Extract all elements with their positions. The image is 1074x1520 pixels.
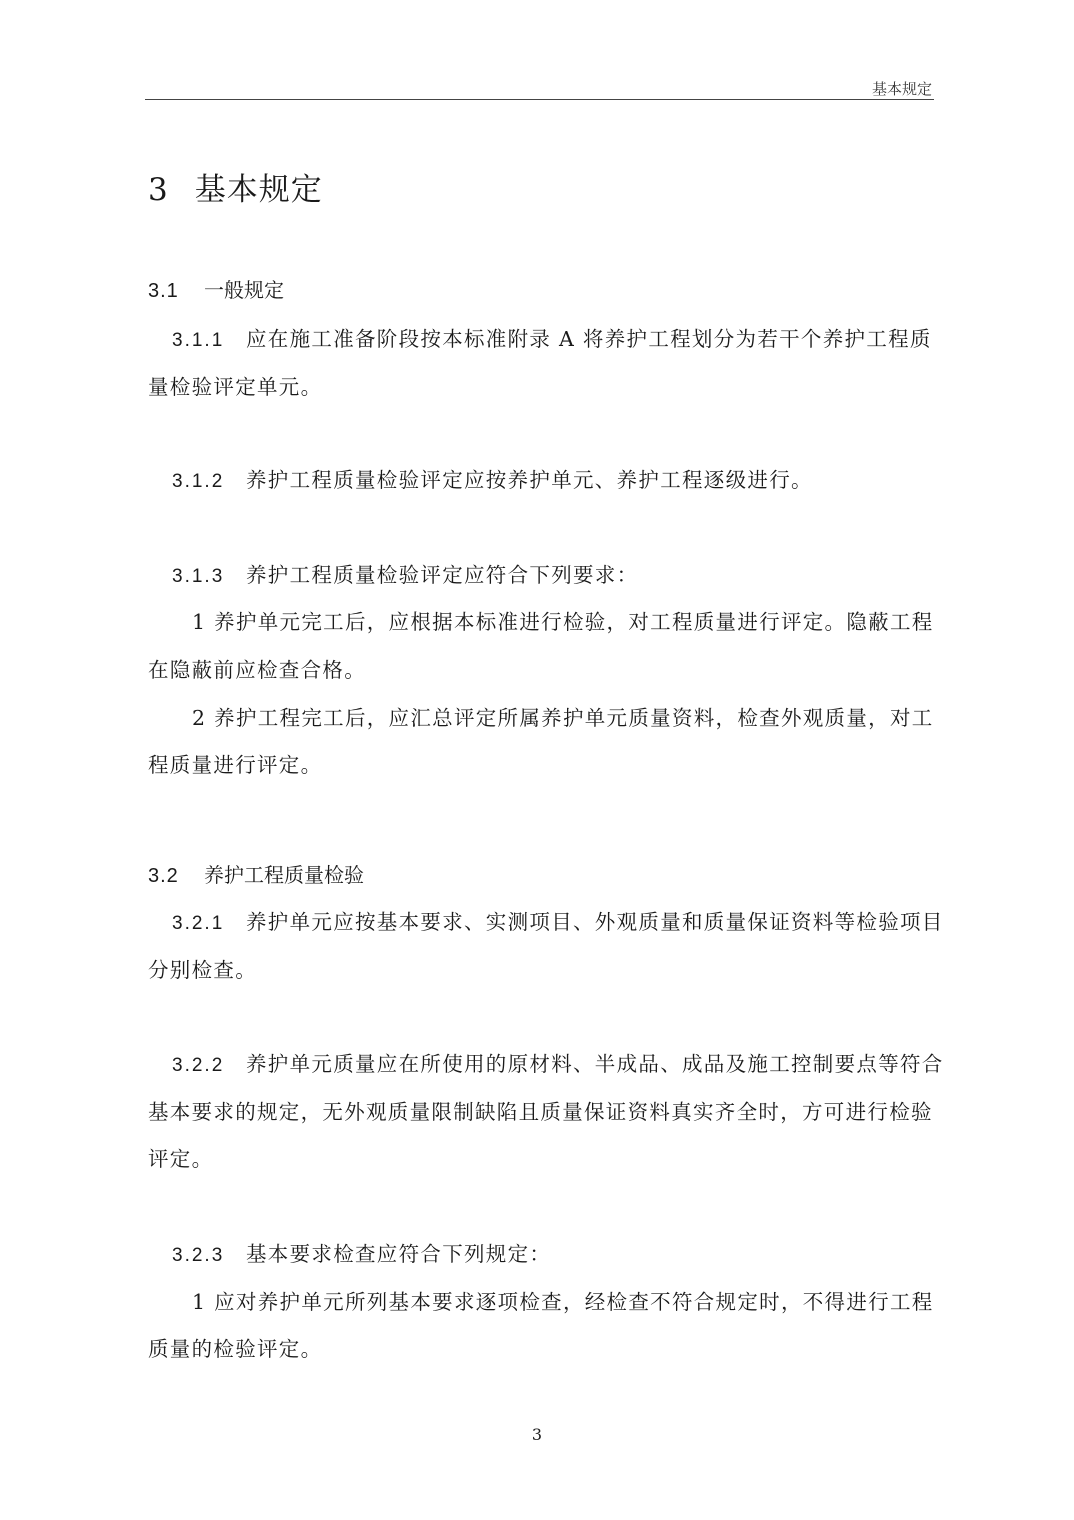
clause-3-2-2-cont-1: 基本要求的规定，无外观质量限制缺陷且质量保证资料真实齐全时，方可进行检验 <box>148 1100 933 1124</box>
clause-3-2-3: 3.2.3 基本要求检查应符合下列规定： <box>172 1242 552 1266</box>
chapter-title-text: 基本规定 <box>194 172 323 208</box>
list-item-3-1-3-1: 1 养护单元完工后，应根据本标准进行检验，对工程质量进行评定。隐蔽工程 <box>192 610 934 634</box>
clause-3-1-1-cont: 量检验评定单元。 <box>148 375 323 399</box>
list-item-3-1-3-1-cont: 在隐蔽前应检查合格。 <box>148 658 366 682</box>
chapter-title <box>148 164 323 209</box>
page-number: 3 <box>531 1425 543 1444</box>
running-header: 基本规定 <box>871 80 932 98</box>
clause-3-2-1: 3.2.1 养护单元应按基本要求、实测项目、外观质量和质量保证资料等检验项目 <box>172 910 944 934</box>
list-item-3-2-3-1: 1 应对养护单元所列基本要求逐项检查，经检查不符合规定时，不得进行工程 <box>192 1290 934 1314</box>
clause-3-2-2-cont-2: 评定。 <box>148 1147 214 1171</box>
section-heading-3-2: 3.2 养护工程质量检验 <box>148 863 364 887</box>
clause-3-2-1-cont: 分别检查。 <box>148 958 257 982</box>
list-item-3-2-3-1-cont: 质量的检验评定。 <box>148 1337 323 1361</box>
clause-3-1-3: 3.1.3 养护工程质量检验评定应符合下列要求： <box>172 563 639 587</box>
list-item-3-1-3-2-cont: 程质量进行评定。 <box>148 753 323 777</box>
chapter-number: 3 <box>148 172 169 208</box>
section-heading-3-1: 3.1 一般规定 <box>148 278 284 302</box>
clause-3-1-1: 3.1.1 应在施工准备阶段按本标准附录 A 将养护工程划分为若干个养护工程质 <box>172 327 932 351</box>
list-item-3-1-3-2: 2 养护工程完工后，应汇总评定所属养护单元质量资料，检查外观质量，对工 <box>192 706 934 730</box>
clause-3-2-2: 3.2.2 养护单元质量应在所使用的原材料、半成品、成品及施工控制要点等符合 <box>172 1052 944 1076</box>
header-rule <box>145 99 934 100</box>
clause-3-1-2: 3.1.2 养护工程质量检验评定应按养护单元、养护工程逐级进行。 <box>172 468 813 492</box>
